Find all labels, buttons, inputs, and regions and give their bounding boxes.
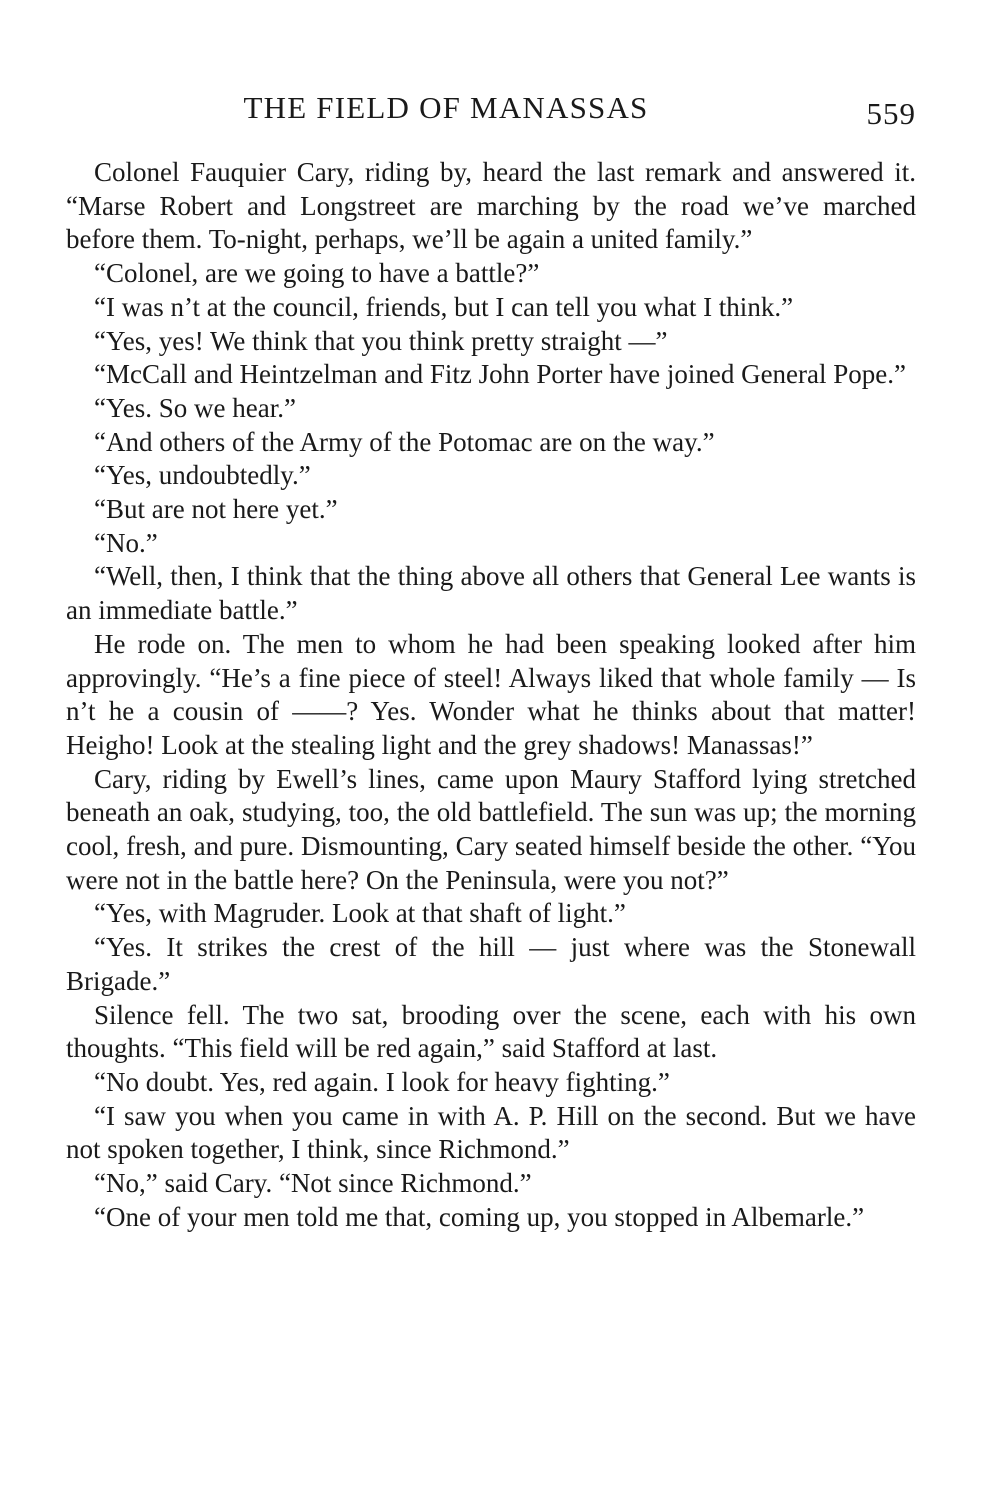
paragraph: “Colonel, are we going to have a battle?” <box>94 258 540 289</box>
paragraph: “No doubt. Yes, red again. I look for heavy fighting.” <box>94 1066 670 1097</box>
paragraph: “Yes. So we hear.” <box>94 392 296 423</box>
paragraph: “No,” said Cary. “Not since Richmond.” <box>94 1168 532 1199</box>
paragraph: Silence fell. The two sat, brooding over the scene, each with his own thoughts. “This field will be red again,” said Stafford at last. <box>66 999 916 1064</box>
paragraph: Cary, riding by Ewell’s lines, came upon Maury Stafford lying stretched beneath an oak, studying, too, the old battlefield. The sun was up; the morning cool, fresh, and pure. Dismounting, Cary seated himself beside the other. “You were not in the battle here? On the Peninsula, were you not?” <box>66 763 916 895</box>
paragraph: “Yes, with Magruder. Look at that shaft of light.” <box>94 898 626 929</box>
paragraph: “I was n’t at the council, friends, but I can tell you what I think.” <box>94 291 794 322</box>
paragraph: “One of your men told me that, coming up, you stopped in Albemarle.” <box>94 1201 865 1232</box>
paragraph: “But are not here yet.” <box>94 494 338 525</box>
paragraph: “Yes, yes! We think that you think pretty straight —” <box>94 325 668 356</box>
paragraph: “Yes, undoubtedly.” <box>94 460 311 491</box>
running-title: THE FIELD OF MANASSAS <box>243 90 649 125</box>
page-number: 559 <box>866 96 916 131</box>
paragraph: He rode on. The men to whom he had been speaking looked after him approvingly. “He’s a fine piece of steel! Always liked that whole family — Is n’t he a cousin of ——? Yes. Wonder what he thinks about that matter! Heigho! Look at the stealing light and the grey shadows! Manassas!” <box>66 628 916 760</box>
body-text <box>66 156 916 1235</box>
paragraph: “No.” <box>94 527 158 558</box>
paragraph: Colonel Fauquier Cary, riding by, heard the last remark and answered it. “Marse Robert and Longstreet are marching by the road we’ve marched before them. To-night, perhaps, we’ll be again a united family.” <box>66 157 916 255</box>
paragraph: “Well, then, I think that the thing above all others that General Lee wants is an immediate battle.” <box>66 561 916 626</box>
running-head <box>66 88 916 131</box>
paragraph: “McCall and Heintzelman and Fitz John Porter have joined General Pope.” <box>94 359 907 390</box>
paragraph: “I saw you when you came in with A. P. Hill on the second. But we have not spoken together, I think, since Richmond.” <box>66 1100 916 1165</box>
paragraph: “Yes. It strikes the crest of the hill — just where was the Stonewall Brigade.” <box>66 932 916 996</box>
paragraph: “And others of the Army of the Potomac are on the way.” <box>94 426 715 457</box>
